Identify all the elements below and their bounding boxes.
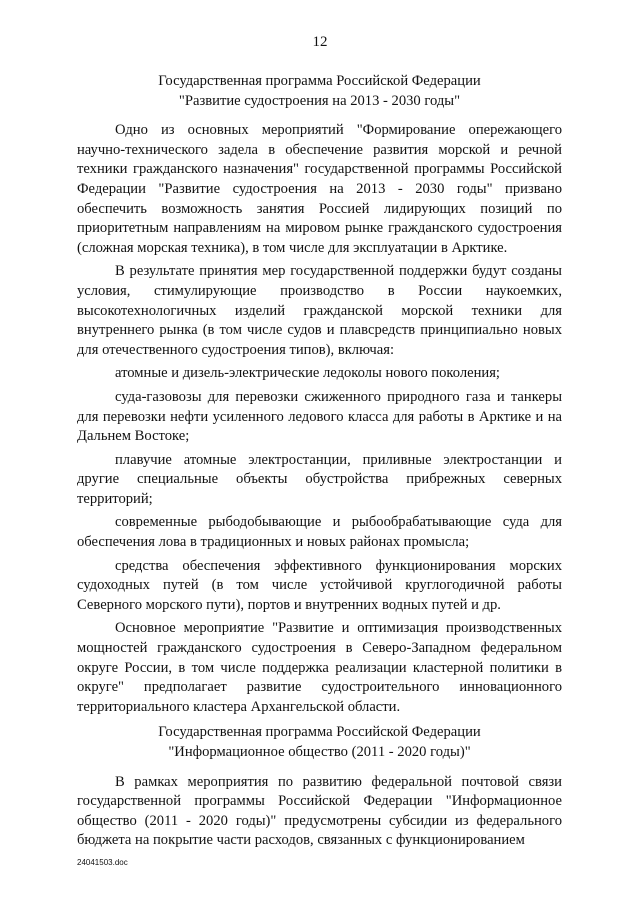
list-item: современные рыбодобывающие и рыбообрабатывающие суда для обеспечения лова в традиционных и новых районах промысла; xyxy=(77,514,562,551)
section-heading-line: Государственная программа Российской Федерации xyxy=(158,73,481,89)
section-heading-line: "Информационное общество (2011 - 2020 годы)" xyxy=(168,744,471,760)
page-number: 12 xyxy=(312,34,328,50)
paragraph: В рамках мероприятия по развитию федеральной почтовой связи государственной программы Российской Федерации "Информационное общество (2011 - 2020 годы)" предусмотрены субсидии из федерального бюджета на покрытие части расходов, связанных с функционированием xyxy=(77,773,562,849)
section-heading-line: Государственная программа Российской Федерации xyxy=(158,724,481,741)
list-item: плавучие атомные электростанции, приливные электростанции и другие специальные объекты обустройства прибрежных северных территорий; xyxy=(77,451,562,507)
list-item: суда-газовозы для перевозки сжиженного природного газа и танкеры для перевозки нефти усиленного ледового класса для работы в Арктике и на Дальнем Востоке; xyxy=(77,388,562,445)
section-heading-line: "Развитие судостроения на 2013 - 2030 годы" xyxy=(178,92,461,109)
footer-filename: 24041503.doc xyxy=(77,858,128,867)
paragraph: В результате принятия мер государственной поддержки будут созданы условия, стимулирующие производство в России наукоемких, высокотехнологичных изделий гражданской морской техники для внутреннего рынка (в том числе судов и плавсредств принципиально новых для отечественного судостроения типов), включая: xyxy=(77,263,562,358)
list-item: атомные и дизель-электрические ледоколы нового поколения; xyxy=(115,365,500,382)
section-heading-information-society xyxy=(77,723,562,762)
section-heading-shipbuilding xyxy=(77,72,562,111)
paragraph: Основное мероприятие "Развитие и оптимизация производственных мощностей гражданского судостроения в Северо-Западном федеральном округе России, в том числе поддержка реализации кластерной политики в округе" предполагает развитие судостроительного инновационного территориального кластера Архангельской области. xyxy=(77,620,562,715)
paragraph: Одно из основных мероприятий "Формирование опережающего научно-технического задела в обеспечение развития морской и речной техники гражданского назначения" государственной программы Российской Федерации "Развитие судостроения на 2013 - 2030 годы" призвано обеспечить возможность занятия Россией лидирующих позиций по приоритетным направлениям на мировом рынке гражданского судостроения (сложная морская техника), в том числе для эксплуатации в Арктике. xyxy=(77,122,562,256)
list-item: средства обеспечения эффективного функционирования морских судоходных путей (в том числе устойчивой круглогодичной работы Северного морского пути), портов и внутренних водных путей и др. xyxy=(77,557,562,613)
document-body xyxy=(77,72,562,855)
